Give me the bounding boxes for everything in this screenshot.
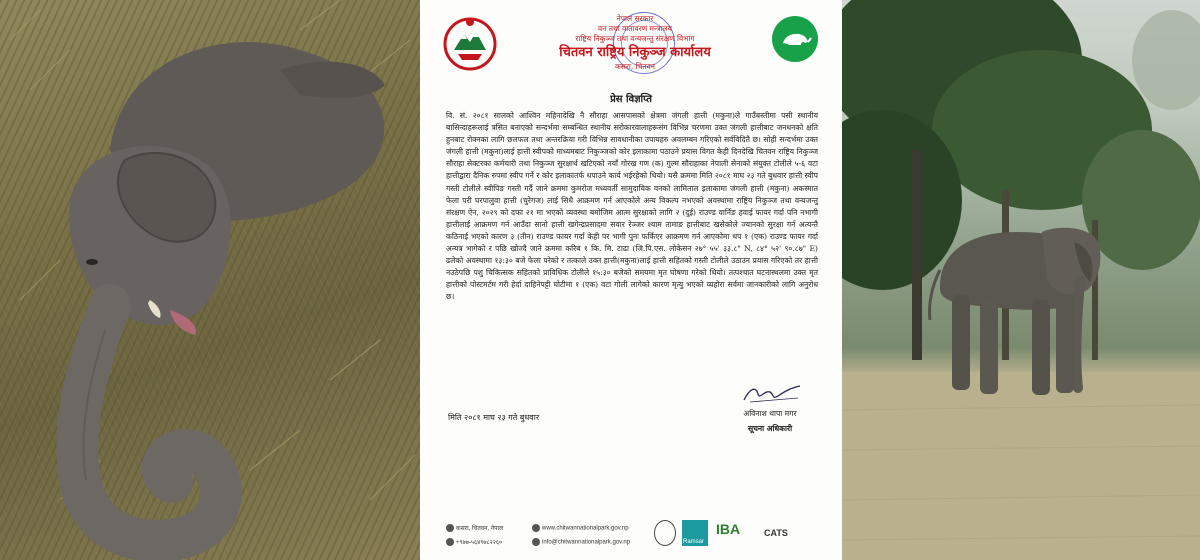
nepal-emblem-logo — [442, 14, 498, 72]
footer-website: www.chitwannationalpark.gov.np — [532, 524, 629, 532]
elephant-trunk — [77, 305, 220, 541]
department-line: राष्ट्रिय निकुञ्ज तथा वन्यजन्तु संरक्षण विभाग — [575, 34, 695, 43]
document-title: प्रेस विज्ञप्ति — [610, 94, 652, 105]
signatory-name: अविनाश थापा मगर — [743, 409, 797, 418]
document-letterhead — [420, 0, 842, 88]
footer-email: info@chitwannationalpark.gov.np — [532, 538, 630, 546]
globe-icon — [532, 524, 540, 532]
cats-logo: CATS — [764, 528, 788, 538]
stamp-location: कसरा, चितवन — [615, 62, 655, 71]
rhino-icon — [772, 16, 818, 62]
national-park-logo — [772, 16, 818, 62]
location-icon — [446, 524, 454, 532]
tree-trunk — [912, 150, 922, 360]
elephant-eye — [86, 259, 98, 265]
phone-icon — [446, 538, 454, 546]
dead-elephant-illustration — [0, 0, 420, 560]
footer-phone: +९७७-५६४९७८२२६० — [446, 538, 502, 546]
unesco-heritage-logo — [654, 520, 676, 546]
footer-address: कसरा, चितवन, नेपाल — [446, 524, 503, 532]
press-release-document — [420, 0, 842, 560]
document-body-text: वि. सं. २०८१ सालको आश्विन महिनादेखि नै सौराहा आसपासको क्षेत्रमा जंगली हात्ती (मकुना)ले गाउँबस्तीमा पसी स्थानीय बासिन्दाहरूलाई त्रसित बनाएको सन्दर्भमा सम्बन्धित स्थानीय सरोकारवालाहरूसंग विभिन्न चरणमा उक्त जंगली हात्तीबाट जनधनको क्षति हुनबाट रोक्नका लागि छलफल तथा अन्तरक्रिया गरी विभिन्न सावधानीका उपायहरु अवलम्बन गरिएको सर्वविदितै छ। सोही सन्दर्भमा उक्त जंगली हात्ती (मकुना)लाई हात्ती स्वीपको माध्यमबाट निकुञ्जको कोर इलाकामा पठाउने प्रयास विगत केही दिनदेखि चितवन राष्ट्रिय निकुञ्ज सौराहा सेक्टरका कर्मचारी तथा निकुञ्ज सुरक्षार्थ खटिएको नयाँ गोरख गण (क) गुल्म सौराहाका नेपाली सेनाको संयुक्त टोलीले ५-६ वटा हात्तीद्वारा दैनिक रुपमा स्वीप गर्ने र कोर इलाकातर्फ धपाउने कार्य भईरहेको थियो। यसै क्रममा मिति २०८१ माघ २३ गते बुधवार हात्ती स्वीप गस्ती टोलीले स्वीपिङ गस्ती गर्दै जाने क्रममा कुमरोज मध्यवर्ती सामुदायिक वनको लामिताल इलाकामा जंगली हात्ती (मकुना) अकस्मात फेला परी घरपालुवा हात्ती (चुरेगज) लाई सिधै आक्रमण गर्न आएकोले अन्य विकल्प नभएको अवस्थामा राष्ट्रिय निकुञ्ज तथा वन्यजन्तु संरक्षण ऐन, २०२९ को दफा २१ मा भएको व्यवस्था बमोजिम आत्म सुरक्षाको लागि २ (दुई) राउण्ड वार्निङ हवाई फायर गर्दा पनि नभागी हात्तीलाई आक्रमण गर्न आउँदा सानो हात्ती खगेन्द्रप्रसादमा सवार रेञ्जर श्याम तामाङ हात्तीबाट खसेकोले ज्यानको सुरक्षा गर्न अत्यन्तै कठिनाई भएको कारण ३ (तीन) राउण्ड फायर गर्दा केही पर भागी पुनः फर्किएर आक्रमण गर्न आएकोमा थप १ (एक) राउण्ड फायर गर्दा अन्यत्र भागेको र पछि खोज्दै जाने क्रममा करिब १ कि. मि. टाढा (जि.पि.एस. लोकेसन २७° ५५' ३३.८" N, ८४° ५२' ९०.८७" E) ढलेको अवस्थामा १३:३० बजे फेला परेको र तत्काले उक्त हात्ती(मकुना)लाई हात्ती सहितको गस्ती टोलीले उठाउन प्रयास गरिएको तर हात्ती नउठेपछि पशु चिकित्सक सहितको प्राविधिक टोलीले १५:३० बजेको समयमा मृत घोषणा गरेको थियो। तत्पश्चात घटनास्थलमा उक्त मृत हात्तीको पोस्टमर्टम गरी हेर्दा दाहिनेपट्टी घोटीमा १ (एक) वटा गोली लागेको कारण मृत्यु भएको व्यहोरा सर्वमा जानकारीको लागि अनुरोध छ। — [446, 111, 818, 302]
ramsar-logo: Ramsar — [682, 520, 708, 546]
grass-field — [842, 372, 1200, 560]
email-icon — [532, 538, 540, 546]
photo-standing-elephant — [842, 0, 1200, 560]
letterhead-text — [510, 14, 760, 72]
iba-logo: IBA — [716, 521, 741, 537]
elephant — [929, 228, 1100, 395]
document-date: मिति २०८१ माघ २३ गते बुधवार — [448, 413, 540, 422]
signatory-role: सूचना अधिकारी — [747, 424, 793, 433]
handwritten-signature — [740, 382, 804, 406]
standing-elephant-illustration — [842, 0, 1200, 560]
office-name: चितवन राष्ट्रिय निकुञ्ज कार्यालय — [559, 45, 711, 60]
photo-dead-elephant — [0, 0, 420, 560]
ministry-line: वन तथा वातावरण मन्त्रालय — [598, 24, 672, 33]
document-footer — [420, 516, 842, 560]
government-line: नेपाल सरकार — [616, 14, 654, 23]
